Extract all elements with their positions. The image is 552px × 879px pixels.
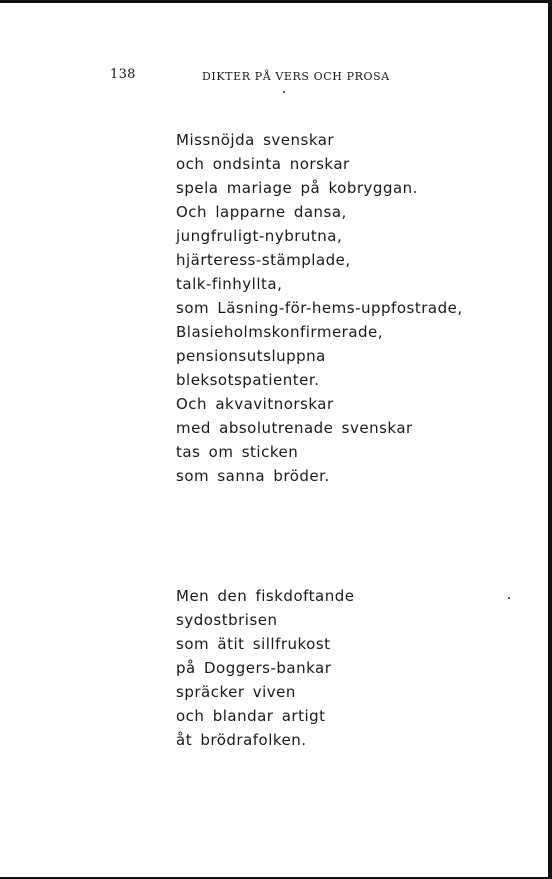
poem-line: och ondsinta norskar <box>176 155 350 173</box>
poem-line: på Doggers-bankar <box>176 659 332 677</box>
top-border <box>0 0 552 3</box>
right-border <box>548 0 552 879</box>
poem-line: som sanna bröder. <box>176 467 330 485</box>
poem-line: Och lapparne dansa, <box>176 203 347 221</box>
poem-line: sydostbrisen <box>176 611 278 629</box>
poem-stanza-1 <box>176 128 463 488</box>
poem-line: åt brödrafolken. <box>176 731 307 749</box>
poem-line: Men den fiskdoftande <box>176 587 355 605</box>
poem-line: tas om sticken <box>176 443 299 461</box>
poem-line: hjärteress-stämplade, <box>176 251 351 269</box>
poem-line: spräcker viven <box>176 683 296 701</box>
poem-line: talk-finhyllta, <box>176 275 283 293</box>
poem-line: Blasieholmskonfirmerade, <box>176 323 384 341</box>
poem-line: som ätit sillfrukost <box>176 635 331 653</box>
poem-stanza-2 <box>176 584 354 752</box>
print-speck <box>283 91 285 93</box>
poem-line: Missnöjda svenskar <box>176 131 335 149</box>
print-speck <box>508 597 510 599</box>
poem-line: jungfruligt-nybrutna, <box>176 227 343 245</box>
poem-line: med absolutrenade svenskar <box>176 419 413 437</box>
poem-line: spela mariage på kobryggan. <box>176 179 418 197</box>
running-head: DIKTER PÅ VERS OCH PROSA <box>202 70 390 83</box>
poem-line: som Läsning-för-hems-uppfostrade, <box>176 299 463 317</box>
poem-line: pensionsutsluppna <box>176 347 326 365</box>
page-number: 138 <box>110 67 136 82</box>
poem-line: och blandar artigt <box>176 707 326 725</box>
poem-line: Och akvavitnorskar <box>176 395 334 413</box>
poem-line: bleksotspatienter. <box>176 371 320 389</box>
